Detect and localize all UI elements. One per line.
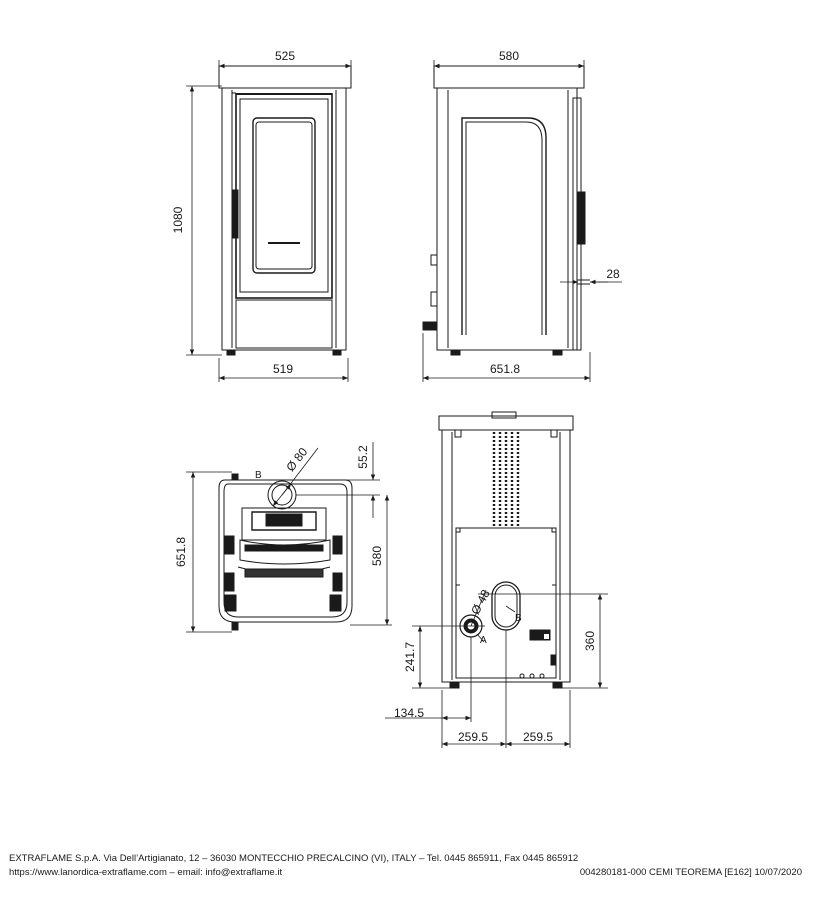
front-door-handle — [233, 190, 238, 238]
footer-web-line: https://www.lanordica-extraflame.com – email: info@extraflame.it — [9, 867, 283, 878]
front-dimensions — [186, 60, 351, 382]
rear-vent-grille — [494, 432, 518, 526]
side-door-handle — [578, 192, 585, 244]
label-rear-b: B — [515, 613, 522, 624]
front-top-plate — [219, 66, 351, 88]
dim-side-depth-total: 651.8 — [489, 362, 521, 376]
front-body — [222, 88, 346, 350]
rear-dimensions — [385, 590, 608, 748]
side-panel-curve — [462, 118, 546, 335]
top-view — [219, 474, 352, 630]
dim-rear-inlet-b-height: 360 — [583, 630, 597, 652]
dim-top-pipe-diameter: Ø 80 — [283, 444, 311, 475]
dim-rear-inlet-a-height: 241.7 — [403, 641, 417, 673]
dim-side-feed-offset: 28 — [606, 267, 620, 281]
label-rear-a: A — [480, 635, 487, 646]
dim-rear-half-width-left: 259.5 — [457, 730, 489, 744]
dim-rear-inlet-diameter: Ø 48 — [468, 587, 493, 617]
dim-front-height: 1080 — [171, 206, 185, 234]
footer-doc-ref: 004280181-000 CEMI TEOREMA [E162] 10/07/2020 — [579, 867, 802, 878]
front-door — [236, 94, 332, 298]
dim-top-depth-inner: 580 — [370, 545, 384, 567]
dim-front-width-top: 525 — [274, 49, 296, 63]
front-view — [219, 66, 351, 355]
dim-rear-inlet-a-offset: 134.5 — [393, 706, 425, 720]
dim-top-depth: 651.8 — [174, 536, 188, 568]
dim-top-pipe-offset: 55.2 — [356, 445, 370, 469]
dim-front-width-bottom: 519 — [272, 362, 294, 376]
dim-rear-half-width-right: 259.5 — [522, 730, 554, 744]
side-top-plate — [434, 66, 584, 88]
dim-side-depth-top: 580 — [498, 49, 520, 63]
side-body — [437, 88, 577, 350]
label-top-pipe-b: B — [255, 470, 262, 481]
top-hopper-handle — [266, 514, 302, 526]
front-glass — [253, 118, 315, 273]
footer-company-line: EXTRAFLAME S.p.A. Via Dell’Artigianato, 12 – 36030 MONTECCHIO PRECALCINO (VI), ITALY – Tel. 0445 865911, Fax 0445 865912 — [9, 853, 579, 864]
side-dimensions — [423, 60, 622, 382]
side-view — [423, 66, 590, 355]
